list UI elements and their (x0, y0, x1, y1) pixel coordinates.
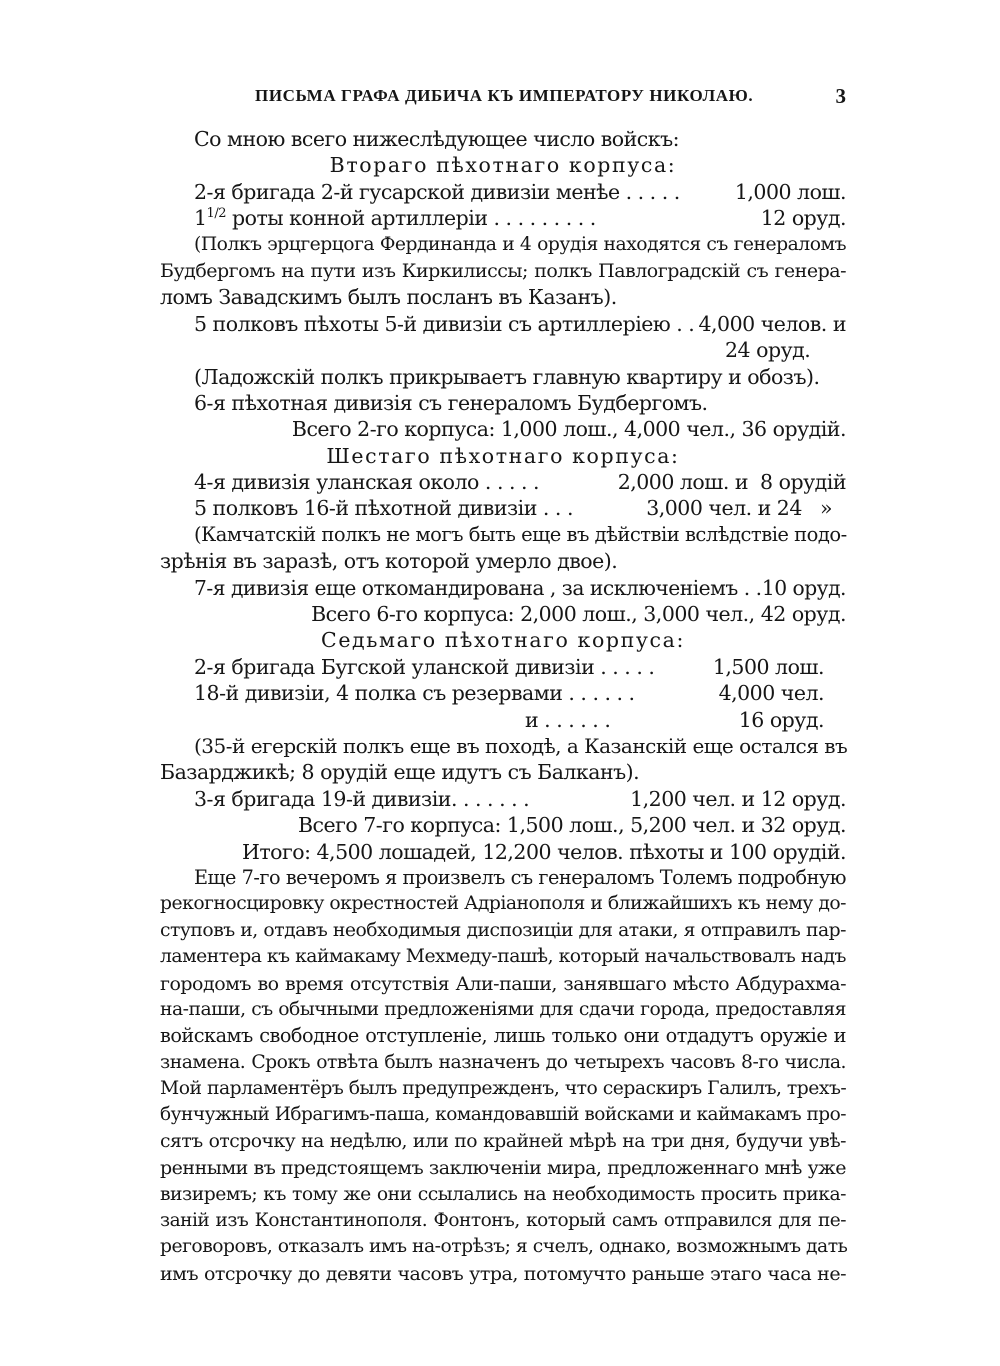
section-heading-7th-corps: Седьмаго пѣхотнаго корпуса: (321, 628, 685, 653)
troop-count: 1,500 лош. (712, 654, 824, 679)
troop-unit: и . . . . . . (525, 707, 611, 732)
fraction: 1/2 (206, 206, 226, 222)
text-line: войскамъ свободное отступленіе, лишь только они отдадутъ оружіе и (160, 1024, 846, 1048)
troop-count-continued: 24 оруд. (725, 338, 811, 363)
troop-unit: 5 полковъ пѣхоты 5-й дивизіи съ артиллеріею . . (194, 311, 695, 336)
troop-row (160, 469, 846, 495)
text-line: ламентера къ каймакаму Мехмеду-пашѣ, который начальствовалъ надъ (160, 946, 846, 968)
troop-count: 1,200 чел. и 12 оруд. (630, 786, 846, 811)
section-heading-6th-corps: Шестаго пѣхотнаго корпуса: (326, 443, 680, 468)
troop-row (160, 575, 846, 601)
text-line: ступовъ и, отдавъ необходимыя диспозиціи для атаки, я отправилъ пар- (160, 919, 846, 941)
text-line: (Полкъ эрцгерцога Фердинанда и 4 орудія находятся съ генераломъ (194, 233, 846, 255)
troop-count: 1,000 лош. (734, 179, 846, 204)
troop-unit: 4-я дивизія уланская около . . . . . (194, 470, 540, 495)
text-line: бунчужный Ибрагимъ-паша, командовавшій войсками и каймакамъ про- (160, 1104, 847, 1126)
text-line: заній изъ Константинополя. Фонтонъ, который самъ отправился для пе- (160, 1210, 846, 1232)
text-line: знамена. Срокъ отвѣта былъ назначенъ до четырехъ часовъ 8-го числа. (160, 1051, 846, 1073)
troop-count: 4,000 челов. и (698, 311, 846, 336)
corps-total: Всего 2-го корпуса: 1,000 лош., 4,000 чел., 36 орудій. (291, 417, 846, 442)
page-header (160, 86, 846, 114)
text-line: Базарджикѣ; 8 орудій еще идутъ съ Балканъ). (160, 760, 640, 785)
troop-unit: 2-я бригада Бугской уланской дивизіи . . . . . (194, 654, 655, 679)
troop-unit: 2-я бригада 2-й гусарской дивизіи менѣе . . . . . (194, 179, 680, 204)
troop-count: 12 оруд. (760, 206, 846, 231)
page-body (160, 126, 846, 1287)
troop-unit: 18-й дивизіи, 4 полка съ резервами . . . . . . (194, 681, 635, 706)
troop-row (160, 205, 846, 231)
troop-row (160, 495, 846, 521)
troop-count: 4,000 чел. (718, 681, 824, 706)
troop-row (160, 179, 846, 205)
troop-unit: 7-я дивизія еще откомандирована , за исключеніемъ . . (194, 575, 762, 600)
section-heading-2nd-corps: Втораго пѣхотнаго корпуса: (329, 153, 677, 178)
text-line: сятъ отсрочку на недѣлю, или по крайней мѣрѣ на три дня, будучи увѣ- (160, 1130, 846, 1152)
troop-row (160, 654, 846, 680)
text-line: на-паши, съ обычными предложеніями для сдачи города, предоставляя (160, 998, 846, 1020)
troop-row (160, 707, 846, 733)
text-line: Будбергомъ на пути изъ Киркилиссы; полкъ Павлоградскій съ генера- (160, 259, 846, 282)
text-line: (Камчатскій полкъ не могъ быть еще въ дѣйствіи вслѣдствіе подо- (194, 522, 847, 546)
troop-row (160, 786, 846, 812)
grand-total: Итого: 4,500 лошадей, 12,200 челов. пѣхоты и 100 орудій. (241, 839, 846, 864)
text-line: Мой парламентёръ былъ предупрежденъ, что сераскиръ Галилъ, трехъ- (160, 1078, 847, 1100)
intro-line: Со мною всего нижеслѣдующее число войскъ: (194, 127, 680, 151)
text-line: 6-я пѣхотная дивизія съ генераломъ Будбергомъ. (194, 390, 708, 415)
text-line: зрѣнія въ заразѣ, отъ которой умерло двое). (160, 549, 618, 574)
text-line: Еще 7-го вечеромъ я произвелъ съ генераломъ Толемъ подробную (194, 865, 846, 889)
text-line: городомъ во время отсутствія Али-паши, занявшаго мѣсто Абдурахма- (160, 972, 846, 995)
corps-total: Всего 6-го корпуса: 2,000 лош., 3,000 чел., 42 оруд. (311, 602, 846, 627)
text-line: рекогносцировку окрестностей Адріанополя и ближайшихъ къ нему до- (160, 893, 846, 915)
troop-count: 10 оруд. (761, 575, 846, 600)
text-line: ломъ Завадскимъ былъ посланъ въ Казанъ). (160, 285, 617, 310)
corps-total: Всего 7-го корпуса: 1,500 лош., 5,200 чел. и 32 оруд. (297, 813, 846, 838)
troop-unit: 3-я бригада 19-й дивизіи. . . . . . . (194, 786, 530, 811)
running-title: ПИСЬМА ГРАФА ДИБИЧА КЪ ИМПЕРАТОРУ НИКОЛАЮ. (255, 86, 754, 105)
troop-row (160, 311, 846, 337)
troop-count: 2,000 лош. и 8 орудій (617, 470, 846, 495)
troop-count: 16 оруд. (738, 707, 824, 732)
troop-row (160, 680, 846, 706)
text-line: ренными въ предстоящемъ заключеніи мира, предложеннаго мнѣ уже (160, 1157, 846, 1180)
text-line: (Ладожскій полкъ прикрываетъ главную квартиру и обозъ). (194, 364, 820, 389)
text-line: (35-й егерскій полкъ еще въ походѣ, а Казанскій еще остался въ (194, 733, 848, 758)
page-number: 3 (835, 84, 846, 108)
troop-unit: 5 полковъ 16-й пѣхотной дивизіи . . . (194, 496, 573, 521)
text-line: визиремъ; къ тому же они ссылались на необходимость просить прика- (160, 1183, 846, 1205)
text-line: реговоровъ, отказалъ имъ на-отрѣзъ; я счелъ, однако, возможнымъ дать (160, 1236, 848, 1258)
text-line: имъ отсрочку до девяти часовъ утра, потомучто раньше этаго часа не- (160, 1262, 846, 1285)
troop-unit: $1^{1/2}$ роты конной артиллеріи . . . . . . . . . (194, 206, 596, 231)
troop-count: 3,000 чел. и 24 » (646, 496, 832, 521)
